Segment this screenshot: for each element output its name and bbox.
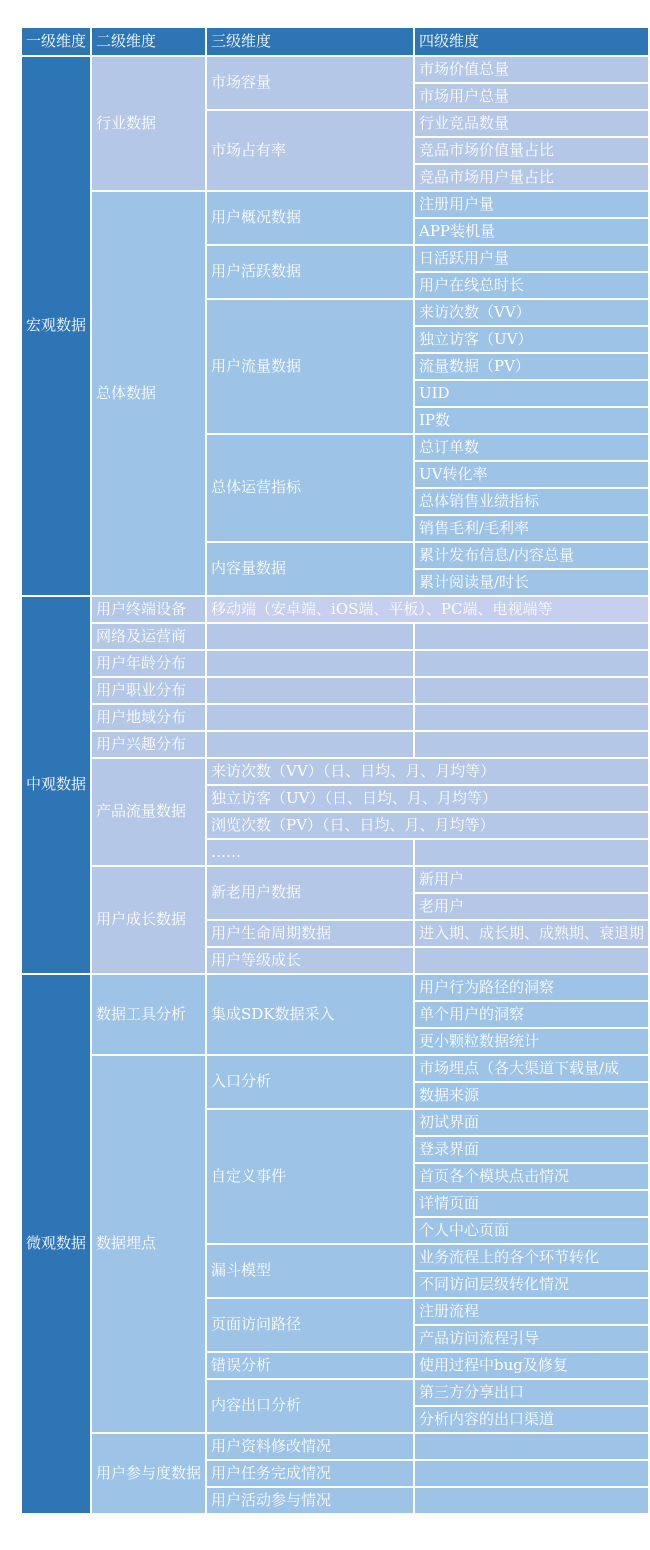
table-row [22,624,648,649]
level4-cell: 用户行为路径的洞察 [415,975,648,1000]
level4-cell: 市场用户总量 [415,84,648,109]
level4-cell: 独立访客（UV） [415,327,648,352]
level4-cell: 注册流程 [415,1299,648,1324]
level4-cell: 初试界面 [415,1110,648,1135]
level3-cell: 漏斗模型 [207,1245,413,1297]
table-row [22,678,648,703]
level4-cell: 累计发布信息/内容总量 [415,543,648,568]
table-row [22,975,648,1000]
level2-cell: 用户终端设备 [92,597,205,622]
level3-cell: 浏览次数（PV）（日、日均、月、月均等） [207,813,648,838]
level3-cell [207,705,413,730]
level4-cell: 总订单数 [415,435,648,460]
level4-cell: 数据来源 [415,1083,648,1108]
level4-cell: 老用户 [415,894,648,919]
table-row [22,705,648,730]
table-row [22,57,648,82]
level4-cell: 竞品市场用户量占比 [415,165,648,190]
level2-cell: 用户地域分布 [92,705,205,730]
level4-cell: 不同访问层级转化情况 [415,1272,648,1297]
level2-cell: 产品流量数据 [92,759,205,865]
level1-cell: 中观数据 [22,597,90,973]
level4-cell: 进入期、成长期、成熟期、衰退期 [415,921,648,946]
level2-cell: 用户兴趣分布 [92,732,205,757]
level1-cell: 微观数据 [22,975,90,1513]
level4-cell [415,732,648,757]
level4-cell [415,948,648,973]
level3-cell: 内容量数据 [207,543,413,595]
level4-cell: 使用过程中bug及修复 [415,1353,648,1378]
level4-cell [415,651,648,676]
level4-cell: 单个用户的洞察 [415,1002,648,1027]
table-row [22,759,648,784]
level3-cell [207,651,413,676]
level4-cell: 详情页面 [415,1191,648,1216]
level4-cell: IP数 [415,408,648,433]
level3-cell: 独立访客（UV）（日、日均、月、月均等） [207,786,648,811]
level3-cell [207,624,413,649]
level4-cell: 产品访问流程引导 [415,1326,648,1351]
table-row [22,732,648,757]
level4-cell: UID [415,381,648,406]
level2-cell: 网络及运营商 [92,624,205,649]
level2-cell: 用户年龄分布 [92,651,205,676]
level4-cell [415,1488,648,1513]
level4-cell: 总体销售业绩指标 [415,489,648,514]
level3-cell: 入口分析 [207,1056,413,1108]
level4-cell: 更小颗粒数据统计 [415,1029,648,1054]
table-row [22,192,648,217]
table-row [22,1434,648,1459]
level3-cell: 用户概况数据 [207,192,413,244]
level2-cell: 数据工具分析 [92,975,205,1054]
level4-cell [415,1461,648,1486]
level2-cell: 用户参与度数据 [92,1434,205,1513]
level3-cell: 内容出口分析 [207,1380,413,1432]
level4-cell: 用户在线总时长 [415,273,648,298]
column-header-level4: 四级维度 [415,28,648,55]
level3-cell: …… [207,840,413,865]
table-row [22,1056,648,1081]
column-header-level3: 三级维度 [207,28,413,55]
level3-cell: 用户活跃数据 [207,246,413,298]
level4-cell: 流量数据（PV） [415,354,648,379]
level4-cell: 第三方分享出口 [415,1380,648,1405]
level4-cell: 市场价值总量 [415,57,648,82]
level2-cell: 用户职业分布 [92,678,205,703]
level3-cell [207,732,413,757]
level3-cell: 市场容量 [207,57,413,109]
level3-cell: 错误分析 [207,1353,413,1378]
level3-cell: 用户资料修改情况 [207,1434,413,1459]
level2-cell: 总体数据 [92,192,205,595]
level3-cell: 市场占有率 [207,111,413,190]
level3-cell: 用户生命周期数据 [207,921,413,946]
level4-cell: 行业竞品数量 [415,111,648,136]
level4-cell: 业务流程上的各个环节转化 [415,1245,648,1270]
table-row [22,597,648,622]
level3-cell: 用户流量数据 [207,300,413,433]
level2-cell: 行业数据 [92,57,205,190]
level3-cell: 新老用户数据 [207,867,413,919]
level3-cell [207,678,413,703]
level4-cell: 市场埋点（各大渠道下载量/成 [415,1056,648,1081]
level3-cell: 自定义事件 [207,1110,413,1243]
level3-cell: 来访次数（VV）（日、日均、月、月均等） [207,759,648,784]
table-row [22,651,648,676]
level3-cell: 用户活动参与情况 [207,1488,413,1513]
table-header-row [22,28,648,55]
level3-cell: 用户等级成长 [207,948,413,973]
dimension-hierarchy-table [20,26,650,1515]
level4-cell: 新用户 [415,867,648,892]
level4-cell: 登录界面 [415,1137,648,1162]
level4-cell: APP装机量 [415,219,648,244]
level4-cell [415,624,648,649]
table-row [22,867,648,892]
level3-cell: 总体运营指标 [207,435,413,541]
level4-cell: 注册用户量 [415,192,648,217]
table-body [22,57,648,1513]
level4-cell: 来访次数（VV） [415,300,648,325]
level4-cell [415,678,648,703]
level4-cell: 竞品市场价值量占比 [415,138,648,163]
level2-cell: 数据埋点 [92,1056,205,1432]
level4-cell: UV转化率 [415,462,648,487]
level4-cell: 首页各个模块点击情况 [415,1164,648,1189]
level4-cell: 个人中心页面 [415,1218,648,1243]
level4-cell [415,705,648,730]
level3-cell: 用户任务完成情况 [207,1461,413,1486]
level4-cell: 分析内容的出口渠道 [415,1407,648,1432]
level1-cell: 宏观数据 [22,57,90,595]
level2-cell: 用户成长数据 [92,867,205,973]
level4-cell [415,1434,648,1459]
level3-cell: 移动端（安卓端、iOS端、平板）、PC端、电视端等 [207,597,648,622]
level4-cell: 累计阅读量/时长 [415,570,648,595]
column-header-level2: 二级维度 [92,28,205,55]
level3-cell: 集成SDK数据采入 [207,975,413,1054]
level4-cell: 销售毛利/毛利率 [415,516,648,541]
level4-cell: 日活跃用户量 [415,246,648,271]
column-header-level1: 一级维度 [22,28,90,55]
level4-cell [415,840,648,865]
level3-cell: 页面访问路径 [207,1299,413,1351]
